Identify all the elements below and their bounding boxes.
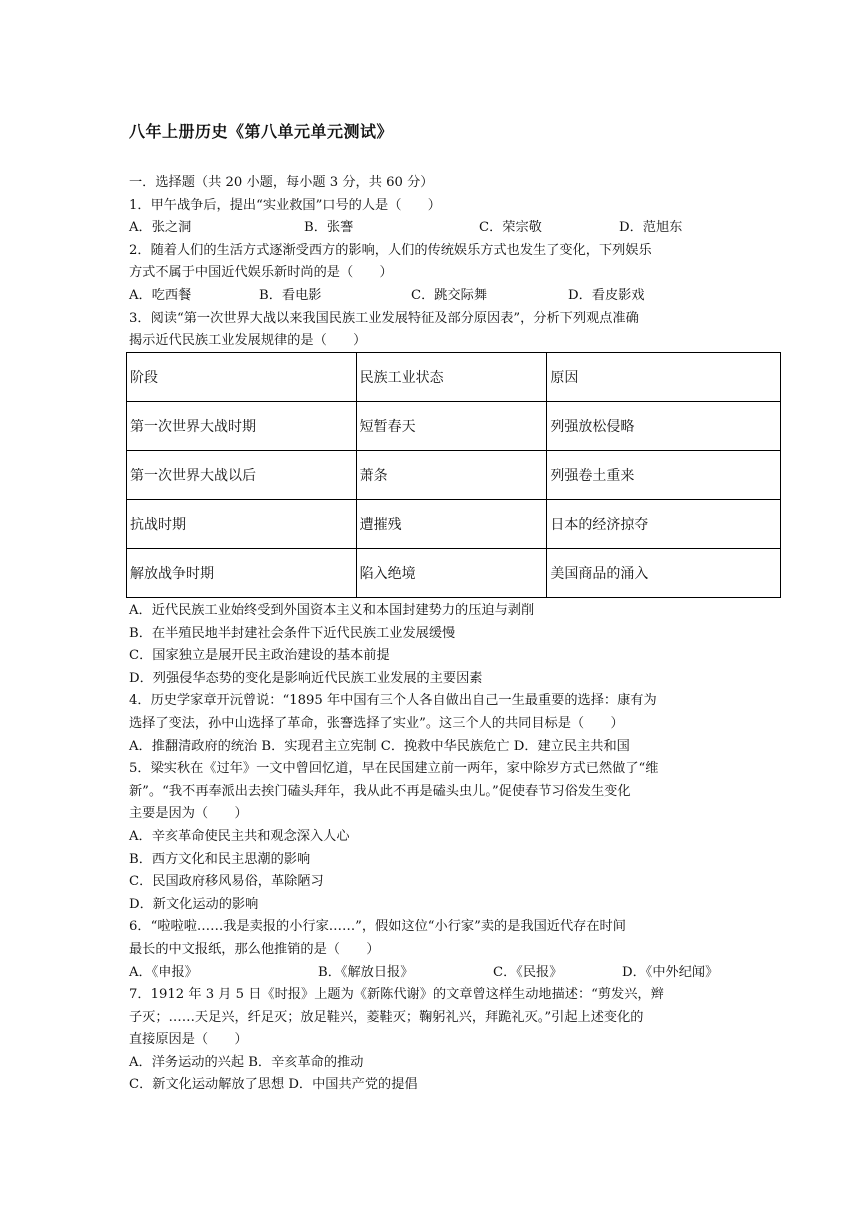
q3-stem-line-2: 揭示近代民族工业发展规律的是（ ） <box>129 333 367 349</box>
q7-stem-line-1: 7．1912 年 3 月 5 日《时报》上题为《新陈代谢》的文章曾这样生动地描述：“剪发兴，辫 <box>129 987 664 1003</box>
q7-options-line-1: A．洋务运动的兴起 B．辛亥革命的推动 <box>129 1054 364 1070</box>
q1-options <box>129 217 734 240</box>
q2-option-a: A．吃西餐 <box>129 287 192 303</box>
q5-option-d: D．新文化运动的影响 <box>129 896 259 912</box>
q5-stem-line-3: 主要是因为（ ） <box>129 806 248 822</box>
q2-option-d: D．看皮影戏 <box>568 287 645 303</box>
table-row <box>127 500 781 549</box>
section-header: 一．选择题（共 20 小题，每小题 3 分，共 60 分） <box>129 175 434 190</box>
table-cell: 美国商品的涌入 <box>547 549 781 598</box>
q6-option-a: A．《申报》 <box>129 964 198 980</box>
table-cell: 列强卷土重来 <box>547 451 781 500</box>
table-header-row <box>127 353 781 402</box>
q3-stem-line-1: 3．阅读“第一次世界大战以来我国民族工业发展特征及部分原因表”，分析下列观点准确 <box>129 310 639 326</box>
table-cell: 抗战时期 <box>127 500 357 549</box>
table-cell: 列强放松侵略 <box>547 402 781 451</box>
q2-stem-line-1: 2．随着人们的生活方式逐渐受西方的影响，人们的传统娱乐方式也发生了变化，下列娱乐 <box>129 242 652 258</box>
table-cell: 遭摧残 <box>356 500 547 549</box>
table-row <box>127 451 781 500</box>
q5-option-a: A．辛亥革命使民主共和观念深入人心 <box>129 828 350 844</box>
table-row <box>127 402 781 451</box>
q1-option-c: C．荣宗敬 <box>479 220 542 236</box>
questions-part-2 <box>129 600 734 1097</box>
table-cell: 短暂春天 <box>356 402 547 451</box>
q6-stem-line-1: 6．“啦啦啦……我是卖报的小行家……”，假如这位“小行家”卖的是我国近代存在时间 <box>129 919 626 935</box>
q3-option-a: A．近代民族工业始终受到外国资本主义和本国封建势力的压迫与剥削 <box>129 603 535 618</box>
q6-stem-line-2: 最长的中文报纸，那么他推销的是（ ） <box>129 941 380 957</box>
q3-table <box>126 352 781 598</box>
document-title: 八年上册历史《第八单元单元测试》 <box>129 122 394 141</box>
q5-stem-line-2: 新”。“我不再奉派出去挨门磕头拜年，我从此不再是磕头虫儿。”促使春节习俗发生变化 <box>129 783 631 799</box>
table-header-cell: 阶段 <box>127 353 357 402</box>
q5-option-c: C．民国政府移风易俗，革除陋习 <box>129 874 324 890</box>
q1-stem: 1．甲午战争后，提出“实业救国”口号的人是（ ） <box>129 197 441 213</box>
q6-options <box>129 962 734 985</box>
q4-stem-line-2: 选择了变法，孙中山选择了革命，张謇选择了实业”。这三个人的共同目标是（ ） <box>129 715 624 731</box>
q2-option-b: B．看电影 <box>259 287 322 303</box>
q2-options <box>129 285 734 308</box>
table-cell: 解放战争时期 <box>127 549 357 598</box>
q7-stem-line-3: 直接原因是（ ） <box>129 1032 248 1048</box>
q5-stem-line-1: 5．梁实秋在《过年》一文中曾回忆道，早在民国建立前一两年，家中除岁方式已然做了“维 <box>129 761 659 777</box>
table-cell: 日本的经济掠夺 <box>547 500 781 549</box>
q5-option-b: B．西方文化和民主思潮的影响 <box>129 851 311 867</box>
q1-option-d: D．范旭东 <box>619 220 683 236</box>
q2-option-c: C．跳交际舞 <box>411 287 488 303</box>
q7-stem-line-2: 子灭；……天足兴，纤足灭；放足鞋兴，菱鞋灭；鞠躬礼兴，拜跪礼灭。”引起上述变化的 <box>129 1009 644 1025</box>
q6-option-c: C．《民报》 <box>493 964 563 980</box>
q3-option-c: C．国家独立是展开民主政治建设的基本前提 <box>129 648 390 664</box>
q6-option-d: D．《中外纪闻》 <box>622 964 719 980</box>
q1-option-a: A．张之洞 <box>129 220 192 236</box>
q3-option-b: B．在半殖民地半封建社会条件下近代民族工业发展缓慢 <box>129 625 456 641</box>
table-cell: 第一次世界大战时期 <box>127 402 357 451</box>
q6-option-b: B．《解放日报》 <box>318 964 414 980</box>
table-row <box>127 549 781 598</box>
table-cell: 萧条 <box>356 451 547 500</box>
q1-option-b: B．张謇 <box>304 220 354 236</box>
table-cell: 第一次世界大战以后 <box>127 451 357 500</box>
questions-part-1 <box>129 172 734 353</box>
q4-stem-line-1: 4．历史学家章开沅曾说：“1895 年中国有三个人各自做出自己一生最重要的选择：康有为 <box>129 693 657 709</box>
q2-stem-line-2: 方式不属于中国近代娱乐新时尚的是（ ） <box>129 265 393 281</box>
table-cell: 陷入绝境 <box>356 549 547 598</box>
q7-options-line-2: C．新文化运动解放了思想 D．中国共产党的提倡 <box>129 1077 418 1093</box>
q3-option-d: D．列强侵华态势的变化是影响近代民族工业发展的主要因素 <box>129 670 483 686</box>
table-header-cell: 原因 <box>547 353 781 402</box>
table-header-cell: 民族工业状态 <box>356 353 547 402</box>
q4-options: A．推翻清政府的统治 B．实现君主立宪制 C．挽救中华民族危亡 D．建立民主共和国 <box>129 738 630 754</box>
